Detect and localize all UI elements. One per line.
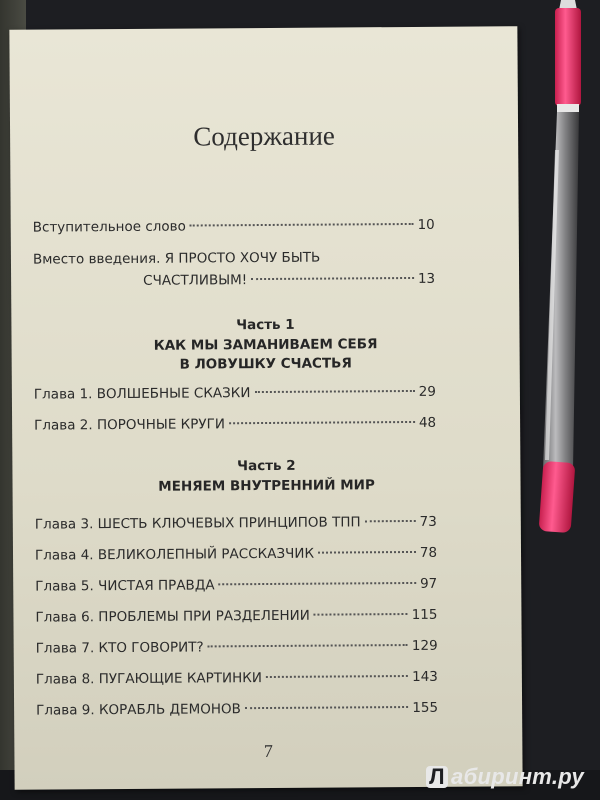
toc-entry-page: 155 <box>412 699 439 716</box>
toc-entry-page: 13 <box>417 270 436 287</box>
book-page <box>9 26 522 790</box>
watermark-text: абиринт.ру <box>451 764 584 789</box>
toc-entry <box>35 607 437 626</box>
toc-entry-label: Глава 5. ЧИСТАЯ ПРАВДА <box>35 577 215 595</box>
toc-entry <box>36 700 438 719</box>
toc-entry-label: Глава 4. ВЕЛИКОЛЕПНЫЙ РАССКАЗЧИК <box>34 545 315 564</box>
toc-entry-continued <box>143 271 435 289</box>
toc-entry <box>35 514 437 533</box>
dot-leader <box>365 520 416 522</box>
toc-entry-page: 10 <box>417 216 435 233</box>
pen-cap <box>555 8 581 106</box>
toc-entry-page: 48 <box>418 414 437 431</box>
toc-entry-label: Глава 3. ШЕСТЬ КЛЮЧЕВЫХ ПРИНЦИПОВ ТПП <box>34 514 361 533</box>
toc-entry <box>33 249 435 268</box>
dot-leader <box>190 223 414 227</box>
toc-entry-page: 78 <box>419 544 438 561</box>
dot-leader <box>314 613 408 616</box>
dot-leader <box>245 706 408 709</box>
part-heading: Часть 1 <box>236 316 295 334</box>
toc-entry <box>35 545 437 564</box>
watermark <box>426 764 584 790</box>
dot-leader <box>251 277 414 280</box>
dot-leader <box>208 644 408 647</box>
toc-entry-page: 29 <box>418 383 436 400</box>
pen-tip <box>539 461 576 533</box>
dot-leader <box>254 390 414 393</box>
toc-entry-page: 97 <box>419 575 438 592</box>
toc-entry-label: Вместо введения. Я ПРОСТО ХОЧУ БЫТЬ <box>32 249 321 268</box>
part-subtitle: КАК МЫ ЗАМАНИВАЕМ СЕБЯ <box>153 336 378 354</box>
toc-entry-page: 115 <box>411 606 438 623</box>
watermark-logo-icon: Л <box>426 766 448 788</box>
toc-entry <box>34 384 436 403</box>
part-subtitle: В ЛОВУШКУ СЧАСТЬЯ <box>179 355 352 373</box>
page-title: Содержание <box>193 120 335 152</box>
part-heading: Часть 2 <box>237 457 296 475</box>
toc-entry-page: 73 <box>419 513 437 530</box>
part-subtitle: МЕНЯЕМ ВНУТРЕННИЙ МИР <box>158 477 375 495</box>
table-of-contents <box>9 26 522 790</box>
toc-entry-label: Вступительное слово <box>32 218 186 236</box>
toc-entry <box>35 576 437 595</box>
dot-leader <box>318 551 416 554</box>
toc-entry-label: Глава 9. КОРАБЛЬ ДЕМОНОВ <box>36 701 241 719</box>
toc-entry-label: Глава 1. ВОЛШЕБНЫЕ СКАЗКИ <box>33 385 251 403</box>
toc-entry-page: 143 <box>412 668 438 685</box>
dot-leader <box>229 421 415 424</box>
toc-entry <box>33 217 435 236</box>
page-number: 7 <box>263 740 273 762</box>
toc-entry-label: Глава 8. ПУГАЮЩИЕ КАРТИНКИ <box>35 670 263 688</box>
toc-entry-page: 129 <box>411 637 438 654</box>
dot-leader <box>266 675 408 678</box>
toc-entry <box>36 638 438 657</box>
toc-entry <box>34 415 436 434</box>
toc-entry-label: Глава 6. ПРОБЛЕМЫ ПРИ РАЗДЕЛЕНИИ <box>35 607 310 626</box>
toc-entry <box>36 669 438 688</box>
pen-image <box>525 0 585 540</box>
toc-entry-label: Глава 2. ПОРОЧНЫЕ КРУГИ <box>34 416 225 434</box>
toc-entry-label: Глава 7. КТО ГОВОРИТ? <box>35 639 204 657</box>
toc-entry-label: СЧАСТЛИВЫМ! <box>143 272 248 289</box>
dot-leader <box>219 582 416 585</box>
